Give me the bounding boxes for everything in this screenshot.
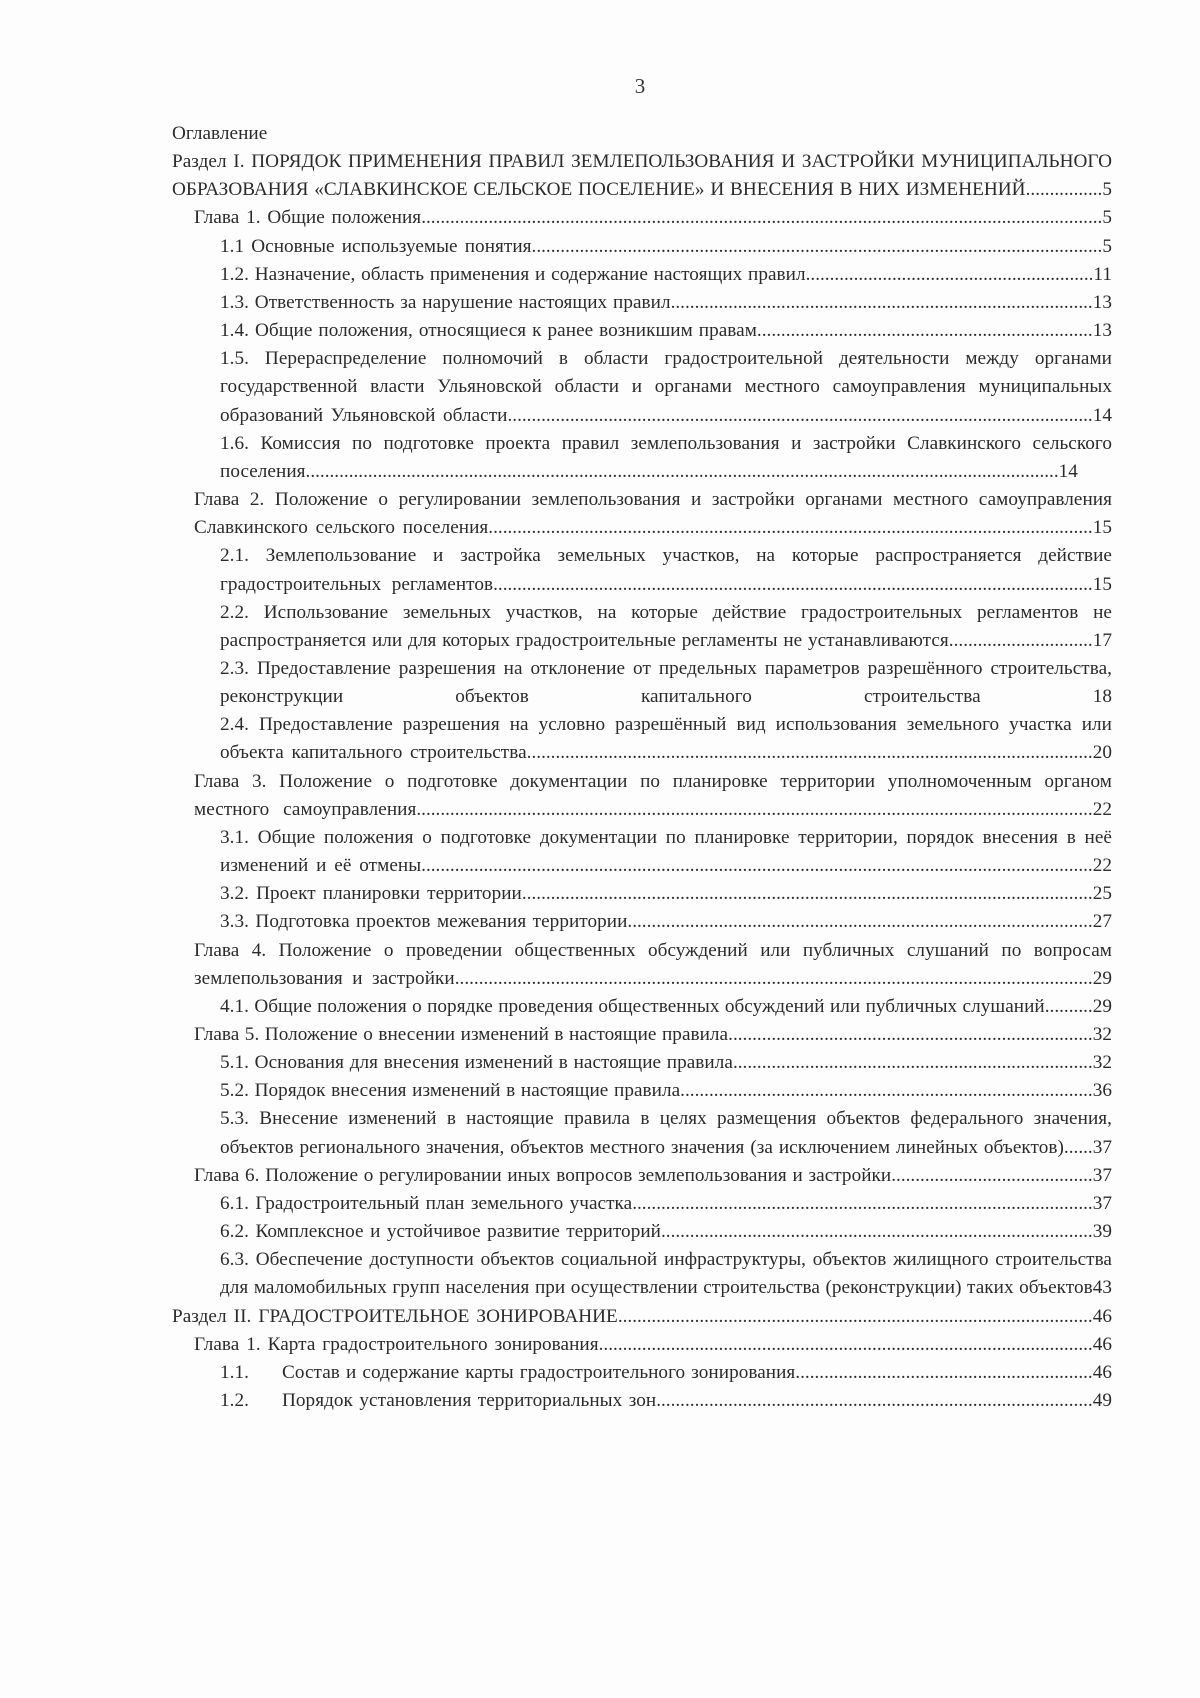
toc-entry[interactable]: [172, 993, 1112, 1021]
toc-dot-leader: ................................................................................................: [632, 1192, 1093, 1214]
toc-dot-leader: .............................................................................................................................................................: [305, 460, 1059, 482]
toc-entry-title: Глава 1. Общие положения: [194, 207, 422, 229]
toc-entry[interactable]: [172, 345, 1112, 429]
toc-entry-title: 5.2. Порядок внесения изменений в настоящие правила: [220, 1080, 681, 1102]
toc-dot-leader: ..........................................: [891, 1164, 1093, 1186]
toc-dot-leader: [981, 686, 1093, 707]
toc-entry-page: 49: [1092, 1390, 1112, 1412]
toc-entry[interactable]: [172, 261, 1112, 289]
toc-entry-page: 20: [1092, 742, 1112, 764]
toc-dot-leader: ..............................: [948, 629, 1093, 651]
toc-entry-page: 22: [1092, 855, 1112, 877]
toc-entry-title: Глава 2. Положение о регулировании землепользования и застройки органами местного самоуправления Славкинского сельского поселения: [194, 489, 1112, 539]
toc-dot-leader: .............................................................................................................................: [493, 573, 1093, 595]
toc-dot-leader: .......................................................................................................................: [531, 235, 1103, 257]
toc-entry-page: 27: [1092, 911, 1112, 933]
toc-entry-page: 32: [1092, 1052, 1112, 1074]
toc-entry-page: 5: [1102, 207, 1112, 229]
table-of-contents: [172, 120, 1112, 1415]
toc-dot-leader: ......................................................................................................................: [526, 742, 1093, 764]
toc-dot-leader: ......: [1063, 1136, 1093, 1158]
toc-entry[interactable]: [172, 486, 1112, 542]
toc-entry-title: 3.1. Общие положения о подготовке документации по планировке территории, порядок внесения в неё изменений и её отмены: [220, 826, 1112, 877]
toc-list: [172, 148, 1112, 1415]
toc-entry-title: 5.1. Основания для внесения изменений в настоящие правила: [220, 1052, 733, 1074]
toc-entry-page: 13: [1092, 291, 1112, 313]
toc-entry-title: 1.5. Перераспределение полномочий в области градостроительной деятельности между органами государственной власти Ульяновской области и органами местного самоуправления муниципальных образований Ульяновской области: [220, 348, 1112, 426]
toc-entry[interactable]: [172, 1077, 1112, 1105]
toc-entry[interactable]: [172, 430, 1112, 486]
toc-entry[interactable]: [172, 824, 1112, 880]
toc-entry-page: 29: [1092, 995, 1112, 1017]
toc-entry-page: 5: [1102, 235, 1112, 257]
toc-dot-leader: ..........................................................................................................................: [507, 404, 1093, 426]
toc-entry[interactable]: [172, 233, 1112, 261]
toc-entry[interactable]: [172, 1246, 1112, 1302]
toc-dot-leader: ...........................................................................: [732, 1052, 1093, 1074]
toc-entry[interactable]: [172, 1190, 1112, 1218]
toc-entry-title: 1.1 Основные используемые понятия: [220, 235, 532, 257]
toc-entry[interactable]: [172, 599, 1112, 655]
toc-entry[interactable]: [172, 542, 1112, 598]
toc-dot-leader: ............................................................................: [728, 1024, 1093, 1045]
toc-dot-leader: ..............................................................: [795, 1361, 1093, 1383]
toc-entry-title: Порядок установления территориальных зон: [282, 1390, 657, 1412]
toc-entry-title: 1.6. Комиссия по подготовке проекта правил землепользования и застройки Славкинского сельского поселения: [220, 432, 1112, 482]
toc-entry-title: 5.3. Внесение изменений в настоящие правила в целях размещения объектов федерального значения, объектов регионального значения, объектов местного значения (за исключением линейных объектов): [220, 1108, 1112, 1158]
toc-dot-leader: ...................................................................................................: [617, 1305, 1093, 1327]
toc-dot-leader: ...........................................................................................: [656, 1390, 1093, 1412]
toc-entry-title: 2.3. Предоставление разрешения на отклонение от предельных параметров разрешённого строительства, реконструкции объектов капитального строительства: [220, 657, 1112, 708]
toc-heading: Оглавление: [172, 123, 268, 144]
toc-dot-leader: ..............................................................................................................................: [488, 517, 1093, 539]
toc-entry-title: 6.2. Комплексное и устойчивое развитие территорий: [220, 1221, 661, 1243]
toc-dot-leader: .......................................................................................................................: [521, 883, 1093, 905]
toc-entry-title: 1.2. Назначение, область применения и содержание настоящих правил: [220, 263, 806, 285]
toc-dot-leader: ......................................................................................: [680, 1080, 1093, 1102]
toc-entry-page: 32: [1092, 1024, 1112, 1045]
toc-entry[interactable]: [172, 1359, 1112, 1387]
toc-entry-number: 1.2.: [220, 1390, 249, 1412]
toc-entry-title: Глава 1. Карта градостроительного зонирования: [194, 1333, 599, 1355]
toc-entry[interactable]: [172, 908, 1112, 936]
toc-entry-title: 1.3. Ответственность за нарушение настоящих правил: [220, 291, 671, 313]
toc-entry[interactable]: [172, 204, 1112, 232]
toc-entry-title: Глава 5. Положение о внесении изменений в настоящие правила: [194, 1024, 729, 1045]
toc-entry-page: 37: [1092, 1136, 1112, 1158]
toc-dot-leader: ..............................................................................................................................................: [421, 207, 1103, 229]
toc-entry-page: 11: [1093, 263, 1112, 285]
toc-dot-leader: .....................................................................................................................................: [454, 967, 1093, 989]
toc-entry-page: 25: [1092, 883, 1112, 905]
toc-entry[interactable]: [172, 1303, 1112, 1331]
toc-dot-leader: ..........................................................................................: [660, 1221, 1093, 1243]
toc-entry[interactable]: [172, 1387, 1112, 1415]
toc-entry[interactable]: [172, 289, 1112, 317]
toc-entry-title: 2.1. Землепользование и застройка земельных участков, на которые распространяется действие градостроительных регламентов: [220, 545, 1112, 595]
toc-entry[interactable]: [172, 711, 1112, 767]
toc-dot-leader: ............................................................: [805, 263, 1094, 285]
toc-entry-title: 4.1. Общие положения о порядке проведения общественных обсуждений или публичных слушаний: [220, 995, 1045, 1017]
toc-dot-leader: ............................................................................................................................................: [421, 855, 1093, 877]
toc-entry-title: Раздел I. ПОРЯДОК ПРИМЕНЕНИЯ ПРАВИЛ ЗЕМЛЕПОЛЬЗОВАНИЯ И ЗАСТРОЙКИ МУНИЦИПАЛЬНОГО ОБРАЗОВАНИЯ «СЛАВКИНСКОЕ СЕЛЬСКОЕ ПОСЕЛЕНИЕ» И ВНЕСЕНИЯ В НИХ ИЗМЕНЕНИЙ: [172, 151, 1112, 201]
toc-entry[interactable]: [172, 1049, 1112, 1077]
toc-entry[interactable]: [172, 880, 1112, 908]
toc-entry-title: 2.4. Предоставление разрешения на условно разрешённый вид использования земельного участка или объекта капитального строительства: [220, 714, 1112, 764]
toc-entry[interactable]: [172, 937, 1112, 993]
toc-dot-leader: .......................................................................................................: [598, 1333, 1093, 1355]
toc-entry-title: 2.2. Использование земельных участков, на которые действие градостроительных регламентов не распространяется или для которых градостроительные регламенты не устанавливаются: [220, 601, 1112, 651]
toc-entry-page: 39: [1092, 1221, 1112, 1243]
toc-entry-title: Глава 6. Положение о регулировании иных вопросов землепользования и застройки: [194, 1164, 892, 1186]
toc-entry-page: 14: [1092, 404, 1112, 426]
toc-dot-leader: ......................................................................: [756, 320, 1093, 342]
toc-dot-leader: ................: [1025, 179, 1103, 201]
toc-entry-page: 29: [1092, 967, 1112, 989]
toc-entry-page: 37: [1092, 1192, 1112, 1214]
toc-entry-title: Глава 3. Положение о подготовке документации по планировке территории уполномоченным органом местного самоуправления: [194, 770, 1112, 820]
toc-entry-page: 46: [1092, 1333, 1112, 1355]
toc-entry-title: Состав и содержание карты градостроительного зонирования: [282, 1361, 796, 1383]
toc-entry[interactable]: [172, 768, 1112, 824]
toc-entry-page: 5: [1102, 179, 1112, 201]
toc-entry-title: 1.4. Общие положения, относящиеся к ранее возникшим правам: [220, 320, 757, 342]
toc-entry[interactable]: [172, 317, 1112, 345]
toc-entry[interactable]: [172, 1218, 1112, 1246]
toc-entry[interactable]: [172, 1021, 1112, 1049]
toc-entry-page: 13: [1092, 320, 1112, 342]
toc-entry-title: 6.1. Градостроительный план земельного участка: [220, 1192, 633, 1214]
toc-dot-leader: ..........: [1044, 995, 1093, 1017]
toc-entry-title: 6.3. Обеспечение доступности объектов социальной инфраструктуры, объектов жилищного строительства для маломобильных групп населения при осуществлении строительства (реконструкции) таких объектов: [220, 1249, 1112, 1299]
toc-entry[interactable]: [172, 1162, 1112, 1190]
toc-entry[interactable]: [172, 148, 1112, 204]
toc-entry[interactable]: [172, 655, 1112, 711]
toc-entry-title: 3.3. Подготовка проектов межевания территории: [220, 911, 628, 933]
toc-entry-page: 43: [1092, 1277, 1112, 1299]
toc-entry-page: 17: [1092, 629, 1112, 651]
toc-entry-page: 22: [1092, 798, 1112, 820]
toc-dot-leader: .................................................................................................: [627, 911, 1093, 933]
toc-entry-title: 3.2. Проект планировки территории: [220, 883, 522, 905]
toc-entry-page: 15: [1092, 573, 1112, 595]
toc-entry[interactable]: [172, 1331, 1112, 1359]
toc-entry-page: 15: [1092, 517, 1112, 539]
toc-entry-page: 36: [1092, 1080, 1112, 1102]
toc-entry-title: Глава 4. Положение о проведении общественных обсуждений или публичных слушаний по вопросам землепользования и застройки: [194, 939, 1112, 989]
toc-entry-page: 37: [1092, 1164, 1112, 1186]
toc-entry-title: Раздел II. ГРАДОСТРОИТЕЛЬНОЕ ЗОНИРОВАНИЕ: [172, 1305, 618, 1327]
toc-entry-page: 18: [1092, 686, 1113, 708]
toc-dot-leader: .............................................................................................................................................: [416, 798, 1093, 820]
toc-entry-page: 14: [1058, 460, 1078, 482]
toc-entry-number: 1.1.: [220, 1361, 249, 1383]
toc-entry[interactable]: [172, 1105, 1112, 1161]
toc-dot-leader: ........................................................................................: [670, 291, 1093, 313]
page-number: 3: [634, 74, 646, 98]
toc-entry-page: 46: [1092, 1361, 1112, 1383]
toc-entry-page: 46: [1092, 1305, 1112, 1327]
